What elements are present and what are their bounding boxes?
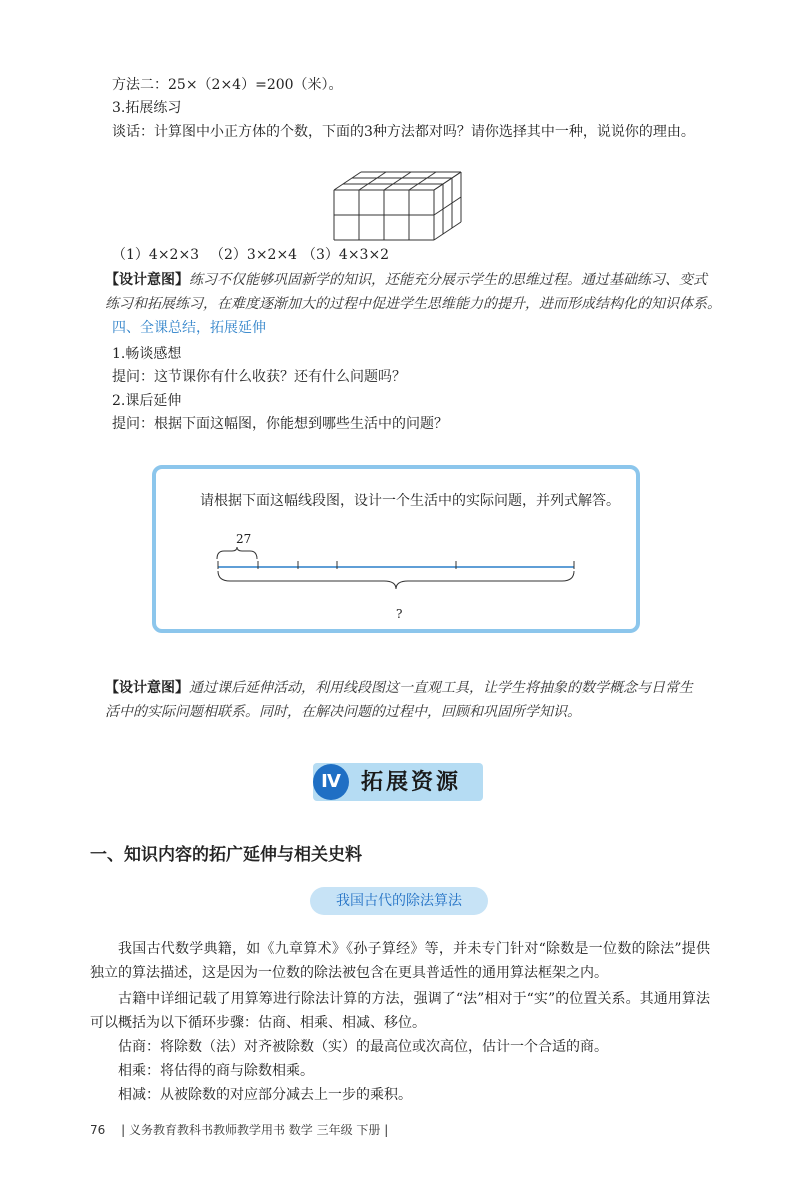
option-2: （2）3×2×4 [210,247,298,263]
cube-edge [359,172,386,190]
exercise-box [152,465,640,633]
option-3: （3）4×3×2 [302,247,390,263]
line-segment-diagram [212,547,582,607]
exercise-prompt: 请根据下面这幅线段图，设计一个生活中的实际问题，并列式解答。 [200,493,620,509]
section-badge [313,763,483,801]
cube-edge [434,222,461,240]
summary-question-1: 提问：这节课你有什么收获？还有什么问题吗？ [112,369,406,385]
cube-edge [384,172,411,190]
section-numeral: Ⅳ [313,764,349,800]
segment-label: 27 [236,532,252,546]
cube-edge [334,172,361,190]
paragraph-5: 相减：从被除数的对应部分减去上一步的乘积。 [118,1087,412,1103]
segment-brace [217,547,257,559]
page-number: 76 [90,1123,106,1137]
design-intent-label: 【设计意图】 [105,272,189,288]
cube-edge [409,172,436,190]
book-title: | 义务教育教科书教师教学用书 数学 三年级 下册 | [121,1123,389,1137]
cube-edge [434,197,461,215]
topic-pill: 我国古代的除法算法 [310,887,488,915]
design-intent-2-line1 [105,678,693,698]
summary-question-2: 提问：根据下面这幅图，你能想到哪些生活中的问题？ [112,416,448,432]
summary-heading: 四、全课总结，拓展延伸 [112,320,266,336]
section-title: 拓展资源 [361,769,462,795]
cube-figure [330,150,470,245]
option-1: （1）4×2×3 [112,247,200,263]
design-intent-1-line2: 练习和拓展练习，在难度逐渐加大的过程中促进学生思维能力的提升，进而形成结构化的知识体系。 [105,296,721,312]
design-intent-1-text1: 练习不仅能够巩固新学的知识，还能充分展示学生的思维过程。通过基础练习、变式 [189,272,707,288]
design-intent-1-line1 [105,270,707,290]
paragraph-3: 估商：将除数（法）对齐被除数（实）的最高位或次高位，估计一个合适的商。 [118,1039,608,1055]
total-brace [218,571,574,589]
method-two-line: 方法二：25×（2×4）=200（米）。 [112,77,343,93]
design-intent-2-line2: 活中的实际问题相联系。同时，在解决问题的过程中，回顾和巩固所学知识。 [105,704,581,720]
paragraph-1: 我国古代数学典籍，如《九章算术》《孙子算经》等，并未专门针对“除数是一位数的除法”提供独立的算法描述，这是因为一位数的除法被包含在更具普适性的通用算法框架之内。 [90,941,710,981]
design-intent-label: 【设计意图】 [105,680,189,696]
extension-practice-label: 3.拓展练习 [112,100,182,116]
page-footer [90,1121,388,1138]
part-heading: 一、知识内容的拓广延伸与相关史料 [90,845,362,865]
total-label: ? [396,607,403,621]
talk-line: 谈话：计算图中小正方体的个数，下面的3种方法都对吗？请你选择其中一种，说说你的理由。 [112,124,695,140]
summary-item-2: 2.课后延伸 [112,393,182,409]
paragraph-2: 古籍中详细记载了用算筹进行除法计算的方法，强调了“法”相对于“实”的位置关系。其通用算法可以概括为以下循环步骤：估商、相乘、相减、移位。 [90,991,710,1031]
design-intent-2-text1: 通过课后延伸活动，利用线段图这一直观工具，让学生将抽象的数学概念与日常生 [189,680,693,696]
paragraph-4: 相乘：将估得的商与除数相乘。 [118,1063,314,1079]
cube-edge [434,172,461,190]
summary-item-1: 1.畅谈感想 [112,346,182,362]
